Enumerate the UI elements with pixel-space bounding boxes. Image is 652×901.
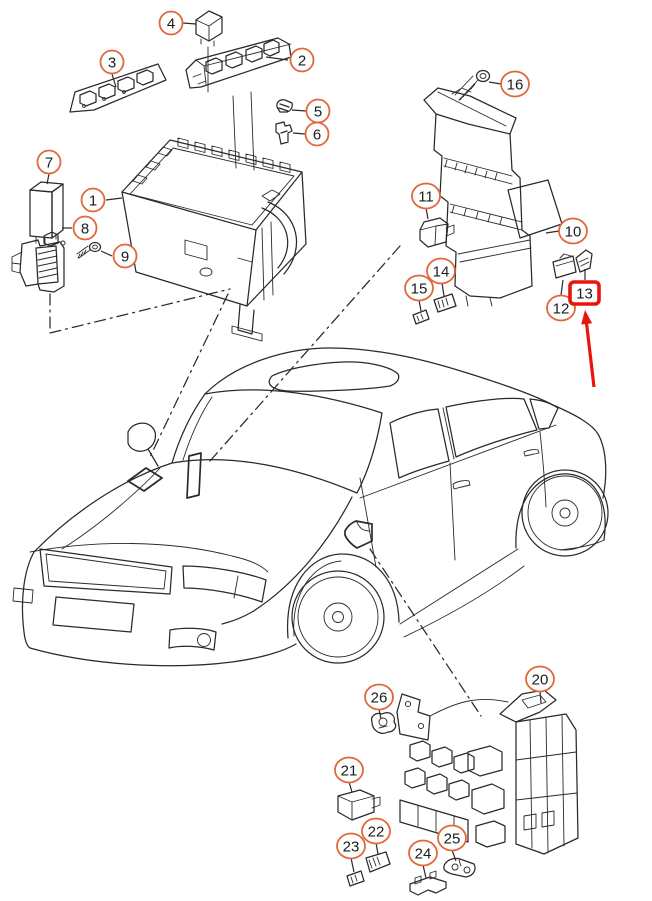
callout-10[interactable]: [546, 219, 587, 244]
screw-16: [455, 71, 490, 101]
callout-leader-line: [442, 283, 444, 296]
callout-number: 25: [443, 830, 461, 848]
mounting-bracket-8: [12, 232, 65, 292]
callout-leader-line: [489, 82, 501, 84]
callout-layer: [38, 12, 588, 879]
relay-carrier-20: [397, 690, 578, 854]
callout-number: 23: [342, 838, 360, 856]
car-illustration: [13, 348, 608, 666]
callout-1[interactable]: [82, 189, 123, 212]
location-markers: [128, 453, 372, 548]
callout-22[interactable]: [362, 819, 390, 855]
callout-11[interactable]: [412, 184, 440, 220]
callout-leader-line: [349, 782, 352, 792]
callout-leader-line: [376, 843, 378, 854]
highlighted-callout-13: [570, 269, 599, 387]
callout-leader-line: [561, 280, 563, 295]
callout-3[interactable]: [101, 51, 124, 88]
callout-leader-line: [292, 110, 306, 111]
callout-leader-line: [101, 251, 112, 256]
callout-leader-line: [293, 133, 305, 134]
screw-9: [77, 243, 101, 259]
callout-number: 21: [340, 762, 358, 780]
callout-leader-line: [419, 300, 421, 311]
callout-number: 3: [107, 54, 117, 72]
callout-leader-line: [423, 865, 426, 878]
callout-leader-line: [426, 208, 428, 219]
callout-number: 11: [418, 188, 434, 206]
callout-number: 12: [552, 300, 570, 318]
callout-leader-line: [351, 858, 354, 872]
callout-7[interactable]: [38, 151, 61, 185]
callout-number: 20: [531, 671, 549, 689]
callout-number: 8: [80, 220, 90, 238]
fusebox-housing-1: [122, 138, 306, 341]
callout-number: 14: [432, 263, 450, 281]
callout-number: 10: [564, 223, 582, 241]
callout-25[interactable]: [438, 826, 466, 862]
callout-4[interactable]: [160, 12, 197, 35]
callout-9[interactable]: [101, 245, 137, 268]
callout-6[interactable]: [293, 123, 329, 146]
callout-number: 9: [120, 248, 130, 266]
engine-fusebox-assembly: [12, 11, 306, 341]
callout-21[interactable]: [335, 758, 363, 793]
callout-number: 22: [367, 823, 385, 841]
callout-15[interactable]: [405, 276, 433, 312]
callout-number: 7: [44, 154, 54, 172]
callout-number: 2: [297, 52, 307, 70]
interior-relay-carrier-assembly: [338, 690, 578, 895]
callout-8[interactable]: [62, 217, 97, 240]
highlight-arrow-shaft: [586, 321, 594, 387]
callout-number: 5: [313, 103, 323, 121]
callout-number: 6: [312, 126, 322, 144]
callout-number: 15: [410, 280, 428, 298]
highlight-arrow-head: [581, 310, 592, 325]
callout-16[interactable]: [489, 72, 529, 97]
callout-23[interactable]: [337, 834, 365, 873]
callout-number: 24: [414, 845, 432, 863]
callout-leader-line: [546, 231, 559, 233]
callout-number: 4: [166, 15, 176, 33]
highlighted-callout-number: 13: [576, 285, 593, 303]
callout-number: 1: [88, 192, 98, 210]
callout-leader-line: [112, 74, 116, 87]
location-leader-lines: [50, 246, 481, 716]
callout-5[interactable]: [292, 100, 330, 123]
callout-leader-line: [183, 23, 196, 24]
callout-number: 16: [506, 76, 524, 94]
callout-number: 26: [370, 689, 388, 707]
callout-leader-line: [540, 691, 541, 703]
callout-leader-line: [106, 198, 122, 200]
